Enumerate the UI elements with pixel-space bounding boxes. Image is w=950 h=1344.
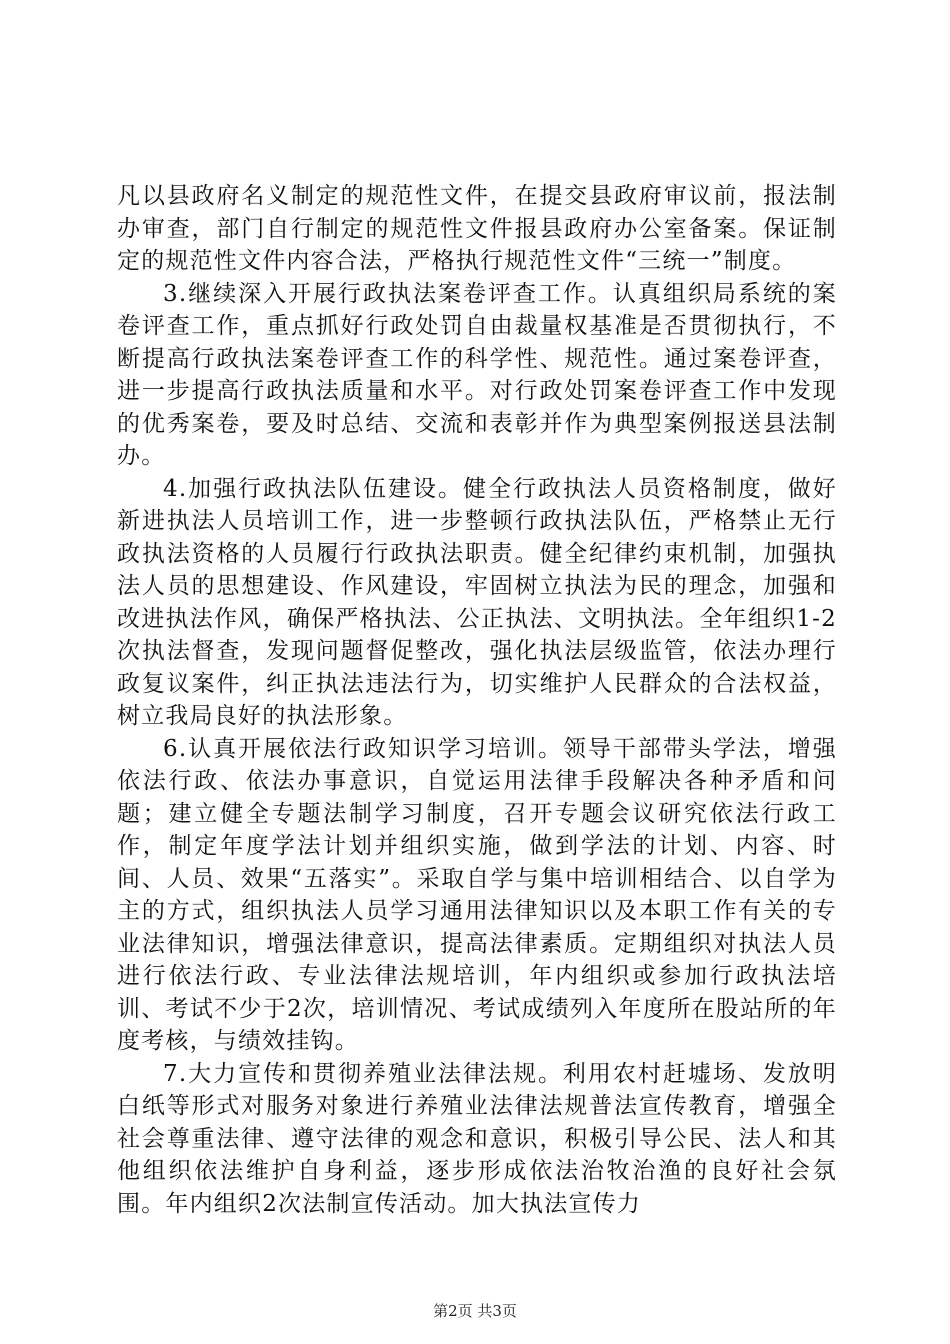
paragraph-item-7: 7.大力宣传和贯彻养殖业法律法规。利用农村赶墟场、发放明白纸等形式对服务对象进行养殖业法律法规普法宣传教育，增强全社会尊重法律、遵守法律的观念和意识，积极引导公民、法人和其他组织依法维护自身利益，逐步形成依法治牧治渔的良好社会氛围。年内组织2次法制宣传活动。加大执法宣传力	[117, 1060, 837, 1217]
page-footer: 第2页 共3页	[433, 1302, 517, 1320]
document-body	[117, 180, 837, 1220]
paragraph-item-4: 4.加强行政执法队伍建设。健全行政执法人员资格制度，做好新进执法人员培训工作，进一步整顿行政执法队伍，严格禁止无行政执法资格的人员履行行政执法职责。健全纪律约束机制，加强执法人员的思想建设、作风建设，牢固树立执法为民的理念，加强和改进执法作风，确保严格执法、公正执法、文明执法。全年组织1-2次执法督查，发现问题督促整改，强化执法层级监管，依法办理行政复议案件，纠正执法违法行为，切实维护人民群众的合法权益，树立我局良好的执法形象。	[117, 475, 837, 729]
paragraph-continuation: 凡以县政府名义制定的规范性文件，在提交县政府审议前，报法制办审查，部门自行制定的规范性文件报县政府办公室备案。保证制定的规范性文件内容合法，严格执行规范性文件“三统一”制度。	[117, 183, 837, 274]
paragraph-item-6: 6.认真开展依法行政知识学习培训。领导干部带头学法，增强依法行政、依法办事意识，自觉运用法律手段解决各种矛盾和问题；建立健全专题法制学习制度，召开专题会议研究依法行政工作，制定年度学法计划并组织实施，做到学法的计划、内容、时间、人员、效果“五落实”。采取自学与集中培训相结合、以自学为主的方式，组织执法人员学习通用法律知识以及本职工作有关的专业法律知识，增强法律意识，提高法律素质。定期组织对执法人员进行依法行政、专业法律法规培训，年内组织或参加行政执法培训、考试不少于2次，培训情况、考试成绩列入年度所在股站所的年度考核，与绩效挂钩。	[117, 735, 837, 1054]
paragraph-item-3: 3.继续深入开展行政执法案卷评查工作。认真组织局系统的案卷评查工作，重点抓好行政处罚自由裁量权基准是否贯彻执行，不断提高行政执法案卷评查工作的科学性、规范性。通过案卷评查，进一步提高行政执法质量和水平。对行政处罚案卷评查工作中发现的优秀案卷，要及时总结、交流和表彰并作为典型案例报送县法制办。	[117, 280, 837, 469]
